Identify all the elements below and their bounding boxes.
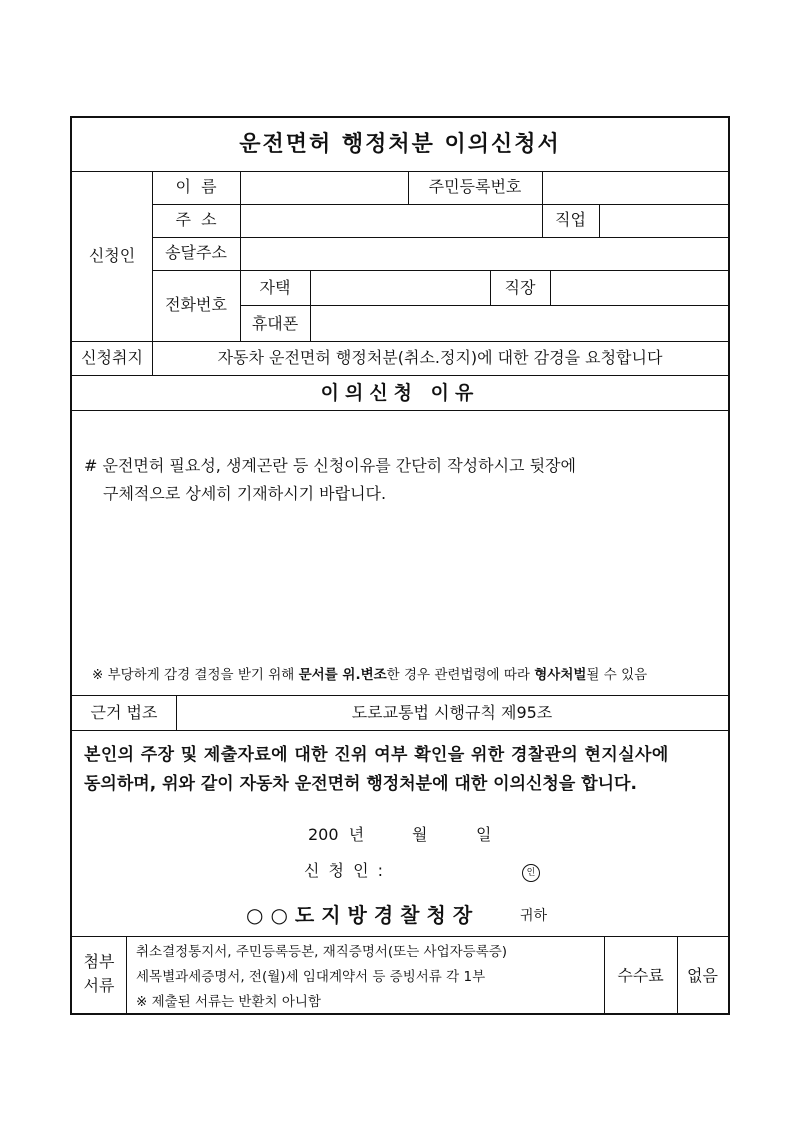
divider bbox=[72, 410, 728, 411]
recipient: ○○도지방경찰청장 bbox=[246, 903, 480, 927]
declaration-line2: 동의하며, 위와 같이 자동차 운전면허 행정처분에 대한 이의신청을 합니다. bbox=[84, 774, 637, 794]
address-field[interactable] bbox=[241, 205, 542, 237]
address-label: 주 소 bbox=[175, 210, 217, 229]
rrn-label: 주민등록번호 bbox=[428, 177, 522, 196]
reason-instruction-line2: 구체적으로 상세히 기재하시기 바랍니다. bbox=[103, 484, 387, 503]
divider bbox=[72, 375, 728, 376]
mailing-address-field[interactable] bbox=[241, 238, 728, 270]
occupation-field[interactable] bbox=[600, 205, 728, 237]
attachment-line1: 취소결정통지서, 주민등록등본, 재직증명서(또는 사업자등록증) bbox=[136, 944, 508, 960]
mailing-address-label: 송달주소 bbox=[165, 243, 227, 262]
purpose-text: 자동차 운전면허 행정처분(취소.정지)에 대한 감경을 요청합니다 bbox=[217, 348, 663, 367]
rrn-field[interactable] bbox=[543, 172, 728, 204]
seal-mark bbox=[522, 860, 540, 882]
applicant-section-label: 신청인 bbox=[88, 246, 136, 265]
forgery-warning-bold1: 문서를 위.변조 bbox=[298, 667, 387, 683]
seal-icon: 인 bbox=[522, 864, 540, 882]
reason-text-area[interactable] bbox=[76, 513, 724, 653]
signer-label: 신 청 인 : bbox=[304, 861, 386, 880]
divider bbox=[72, 695, 728, 696]
divider bbox=[126, 936, 127, 1015]
divider bbox=[72, 341, 728, 342]
name-label: 이 름 bbox=[175, 177, 217, 196]
attachments-label-1: 첨부 bbox=[83, 952, 115, 971]
purpose-label: 신청취지 bbox=[81, 348, 143, 367]
forgery-warning bbox=[92, 665, 647, 685]
forgery-warning-suffix: 될 수 있음 bbox=[586, 667, 648, 683]
reason-heading: 이의신청 이유 bbox=[320, 382, 480, 404]
phone-label: 전화번호 bbox=[165, 295, 227, 314]
legal-basis-label: 근거 법조 bbox=[90, 703, 158, 722]
work-phone-field[interactable] bbox=[551, 271, 728, 305]
declaration-line1: 본인의 주장 및 제출자료에 대한 진위 여부 확인을 위한 경찰관의 현지실사에 bbox=[84, 745, 669, 765]
attachments-label-2: 서류 bbox=[83, 976, 115, 995]
work-phone-label: 직장 bbox=[504, 278, 536, 297]
home-phone-field[interactable] bbox=[311, 271, 490, 305]
date-month: 월 bbox=[412, 825, 428, 844]
form-title: 운전면허 행정처분 이의신청서 bbox=[239, 132, 561, 157]
divider bbox=[72, 730, 728, 731]
home-phone-label: 자택 bbox=[259, 278, 291, 297]
name-field[interactable] bbox=[241, 172, 408, 204]
forgery-warning-bold2: 형사처벌 bbox=[534, 667, 587, 683]
fee-label: 수수료 bbox=[617, 966, 664, 985]
recipient-honorific: 귀하 bbox=[520, 908, 548, 924]
attachment-line2: 세목별과세증명서, 전(월)세 임대계약서 등 증빙서류 각 1부 bbox=[136, 969, 486, 985]
mobile-phone-field[interactable] bbox=[311, 306, 728, 341]
mobile-phone-label: 휴대폰 bbox=[251, 314, 299, 333]
divider bbox=[72, 936, 728, 937]
reason-instruction-line1: # 운전면허 필요성, 생계곤란 등 신청이유를 간단히 작성하시고 뒷장에 bbox=[84, 456, 576, 475]
forgery-warning-mid: 한 경우 관련법령에 따라 bbox=[386, 667, 535, 683]
date-day: 일 bbox=[476, 825, 492, 844]
fee-value: 없음 bbox=[687, 966, 718, 985]
legal-basis-text: 도로교통법 시행규칙 제95조 bbox=[351, 703, 553, 722]
forgery-warning-prefix: ※ 부당하게 감경 결정을 받기 위해 bbox=[92, 667, 299, 683]
date-year: 200 년 bbox=[308, 825, 365, 844]
objection-form bbox=[70, 116, 730, 1015]
occupation-label: 직업 bbox=[555, 210, 586, 229]
attachment-note: ※ 제출된 서류는 반환치 아니함 bbox=[136, 994, 321, 1010]
